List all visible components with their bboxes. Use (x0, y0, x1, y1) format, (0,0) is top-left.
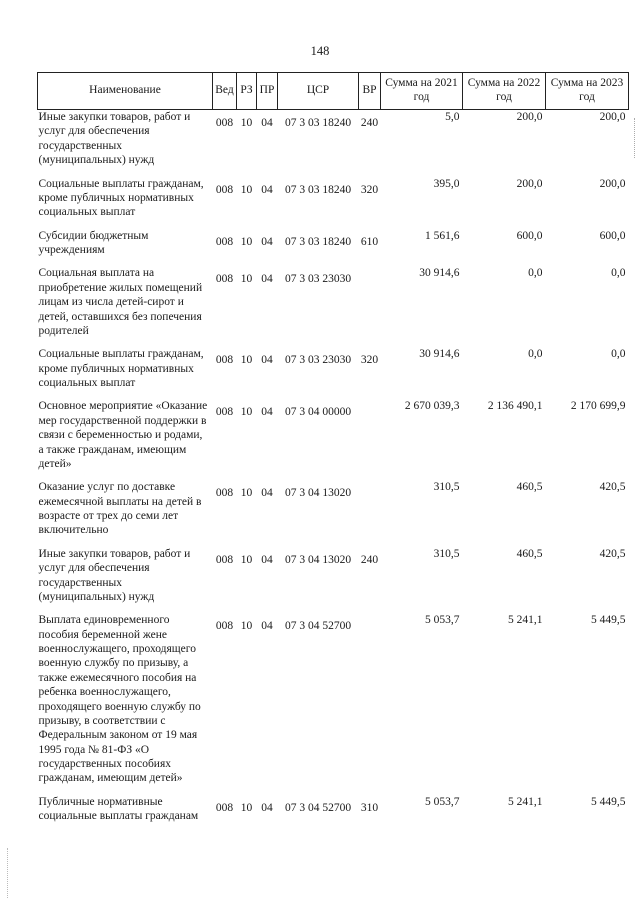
header-sum-2022: Сумма на 2022 год (463, 73, 546, 110)
row-sum-2023: 200,0 (599, 111, 626, 123)
row-pr: 04 (261, 273, 273, 286)
row-sum-2021: 30 914,6 (419, 348, 460, 361)
row-rz: 10 (240, 487, 253, 500)
row-vr: 240 (360, 117, 379, 129)
row-rz: 10 (240, 235, 253, 248)
header-rz: РЗ (237, 73, 257, 110)
table-row (38, 266, 629, 347)
row-sum-2023: 2 170 699,9 (570, 400, 626, 413)
row-sum-2022: 460,5 (516, 547, 543, 560)
table-row (38, 795, 629, 833)
row-csr: 07 3 04 52700 (284, 620, 352, 633)
row-name: Публичные нормативные социальные выплаты гражданам (38, 795, 199, 823)
table-row (38, 110, 629, 177)
row-sum-2023: 420,5 (599, 481, 626, 494)
row-ved: 008 (215, 620, 234, 633)
row-name: Социальные выплаты гражданам, кроме публичных нормативных социальных выплат (38, 177, 204, 219)
row-vr: 240 (360, 553, 379, 566)
header-pr: ПР (257, 73, 278, 110)
header-vr: ВР (359, 73, 381, 110)
row-sum-2021: 310,5 (433, 547, 460, 560)
row-rz: 10 (240, 406, 253, 419)
row-sum-2022: 5 241,1 (508, 614, 543, 627)
row-name: Социальные выплаты гражданам, кроме публичных нормативных социальных выплат (38, 348, 204, 389)
row-csr: 07 3 03 23030 (284, 354, 352, 367)
row-sum-2022: 2 136 490,1 (487, 400, 543, 413)
row-ved: 008 (215, 117, 234, 129)
page-number: 148 (310, 44, 330, 58)
row-csr: 07 3 04 13020 (284, 553, 352, 566)
row-sum-2022: 0,0 (528, 348, 543, 361)
header-csr: ЦСР (278, 73, 359, 110)
row-rz: 10 (240, 801, 253, 814)
row-name: Социальная выплата на приобретение жилых помещений лицам из числа детей-сирот и детей, оставшихся без попечения родителей (38, 267, 203, 337)
row-vr: 320 (360, 354, 379, 367)
header-sum-2023: Сумма на 2023 год (546, 73, 629, 110)
row-csr: 07 3 03 18240 (284, 183, 352, 196)
row-csr: 07 3 04 13020 (284, 487, 352, 500)
row-vr: 320 (360, 183, 379, 196)
budget-table (37, 72, 629, 833)
row-sum-2023: 0,0 (611, 267, 626, 280)
row-ved: 008 (215, 801, 234, 814)
row-pr: 04 (261, 183, 273, 196)
row-sum-2022: 5 241,1 (508, 795, 543, 808)
row-ved: 008 (215, 553, 234, 566)
row-sum-2022: 600,0 (516, 229, 543, 242)
row-name: Выплата единовременного пособия беременной жене военнослужащего, проходящего военную службу по призыву, а также ежемесячного пособия на ребенка военнослужащего, проходящего военную службу по призыву, в соответствии с Федеральным законом от 19 мая 1995 года № 81-ФЗ «О государственных пособиях гражданам, имеющим детей» (38, 614, 201, 785)
row-csr: 07 3 03 23030 (284, 273, 352, 286)
row-rz: 10 (240, 620, 253, 633)
row-sum-2022: 460,5 (516, 481, 543, 494)
row-sum-2021: 5 053,7 (425, 795, 460, 808)
header-sum-2021: Сумма на 2021 год (381, 73, 463, 110)
row-sum-2021: 1 561,6 (425, 229, 460, 242)
scan-artifact (633, 118, 635, 158)
row-rz: 10 (240, 183, 253, 196)
table-row (38, 229, 629, 267)
row-sum-2021: 2 670 039,3 (404, 400, 460, 413)
row-csr: 07 3 03 18240 (284, 235, 352, 248)
row-vr (359, 613, 381, 795)
row-vr (359, 480, 381, 547)
row-sum-2021: 5 053,7 (425, 614, 460, 627)
row-csr: 07 3 04 00000 (284, 406, 352, 419)
row-pr: 04 (261, 487, 273, 500)
row-ved: 008 (215, 487, 234, 500)
header-name: Наименование (38, 73, 213, 110)
row-vr (359, 266, 381, 347)
row-ved: 008 (215, 235, 234, 248)
row-ved: 008 (215, 273, 234, 286)
row-sum-2022: 200,0 (516, 177, 543, 190)
row-pr: 04 (261, 117, 273, 129)
header-ved: Вед (213, 73, 237, 110)
row-sum-2023: 420,5 (599, 547, 626, 560)
table-body (38, 110, 629, 833)
row-pr: 04 (261, 354, 273, 367)
row-pr: 04 (261, 801, 273, 814)
row-name: Основное мероприятие «Оказание мер государственной поддержки в связи с беременностью и родами, а также гражданам, имеющим детей» (38, 400, 208, 470)
row-name: Иные закупки товаров, работ и услуг для обеспечения государственных (муниципальных) нужд (38, 111, 191, 167)
row-sum-2022: 200,0 (516, 111, 543, 123)
table-header-row (38, 73, 629, 110)
row-sum-2023: 0,0 (611, 348, 626, 361)
row-sum-2021: 395,0 (433, 177, 460, 190)
row-sum-2021: 310,5 (433, 481, 460, 494)
table-row (38, 480, 629, 547)
row-csr: 07 3 03 18240 (284, 117, 352, 129)
row-vr: 310 (360, 801, 379, 814)
scan-artifact (7, 848, 9, 898)
row-rz: 10 (240, 117, 253, 129)
row-pr: 04 (261, 235, 273, 248)
row-vr (359, 399, 381, 480)
row-rz: 10 (240, 553, 253, 566)
row-sum-2023: 5 449,5 (591, 614, 626, 627)
row-vr: 610 (360, 235, 379, 248)
row-csr: 07 3 04 52700 (284, 801, 352, 814)
row-sum-2023: 5 449,5 (591, 795, 626, 808)
row-name: Субсидии бюджетным учреждениям (38, 229, 149, 256)
row-pr: 04 (261, 406, 273, 419)
row-pr: 04 (261, 620, 273, 633)
table-row (38, 547, 629, 614)
table-row (38, 613, 629, 795)
row-name: Иные закупки товаров, работ и услуг для обеспечения государственных (муниципальных) нужд (38, 547, 191, 603)
row-ved: 008 (215, 354, 234, 367)
table-row (38, 177, 629, 229)
row-sum-2021: 30 914,6 (419, 267, 460, 280)
row-sum-2023: 600,0 (599, 229, 626, 242)
table-row (38, 347, 629, 399)
row-rz: 10 (240, 354, 253, 367)
row-sum-2021: 5,0 (445, 111, 460, 123)
row-rz: 10 (240, 273, 253, 286)
row-sum-2022: 0,0 (528, 267, 543, 280)
table-row (38, 399, 629, 480)
row-name: Оказание услуг по доставке ежемесячной выплаты на детей в возрасте от трех до семи лет включительно (38, 481, 202, 537)
row-ved: 008 (215, 183, 234, 196)
row-ved: 008 (215, 406, 234, 419)
row-sum-2023: 200,0 (599, 177, 626, 190)
row-pr: 04 (261, 553, 273, 566)
